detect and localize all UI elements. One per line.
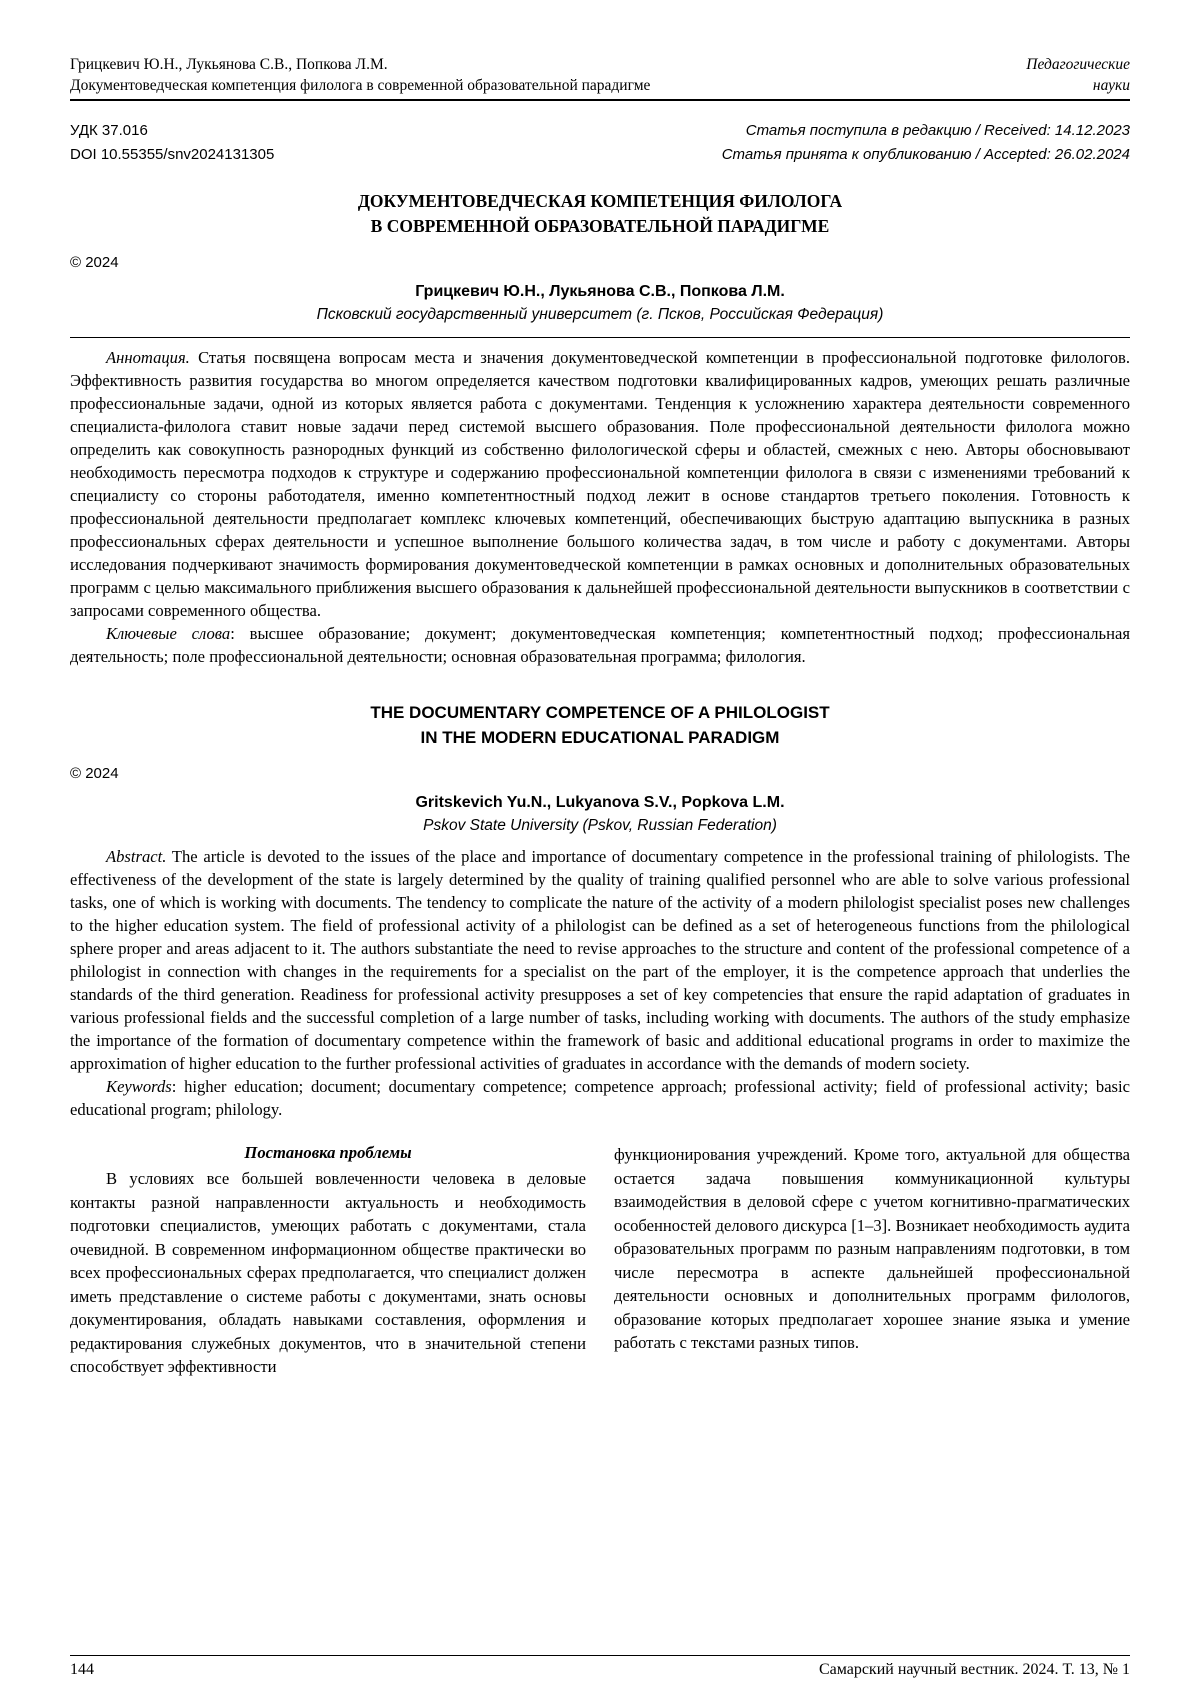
keywords-ru-text: : высшее образование; документ; документоведческая компетенция; компетентностный подход; профессиональная деятельность; поле профессиональной деятельности; основная образовательная программа; филология. xyxy=(70,624,1130,666)
running-head-left xyxy=(70,54,650,96)
abstract-ru-label: Аннотация. xyxy=(106,348,190,367)
article-title-en-line2: IN THE MODERN EDUCATIONAL PARADIGM xyxy=(420,728,780,747)
udc-code: УДК 37.016 xyxy=(70,122,148,139)
article-title-ru xyxy=(70,189,1130,239)
doi-code: DOI 10.55355/snv2024131305 xyxy=(70,146,275,163)
article-title-ru-line2: В СОВРЕМЕННОЙ ОБРАЗОВАТЕЛЬНОЙ ПАРАДИГМЕ xyxy=(370,216,830,236)
body-column-right xyxy=(614,1143,1130,1379)
authors-en: Gritskevich Yu.N., Lukyanova S.V., Popkova L.M. xyxy=(415,794,785,811)
page-number: 144 xyxy=(70,1661,94,1678)
body-column-left xyxy=(70,1143,586,1379)
body-paragraph-right: функционирования учреждений. Кроме того, актуальной для общества остается задача повышения коммуникационной культуры взаимодействия в деловой сфере с учетом когнитивно-прагматических особенностей делового дискурса [1–3]. Возникает необходимость аудита образовательных программ по разным направлениям подготовки, в том числе пересмотра в аспекте дальнейшей профессиональной деятельности основных и дополнительных программ филологов, образование которых предполагает хорошее знание языка и умение работать с текстами разных типов. xyxy=(614,1145,1130,1352)
abstract-rule xyxy=(70,337,1130,338)
abstract-ru xyxy=(70,346,1130,622)
abstract-en-text: The article is devoted to the issues of the place and importance of documentary competence in the professional training of philologists. The effectiveness of the development of the state is largely determined by the quality of training qualified personnel who are able to solve various professional tasks, one of which is working with documents. The tendency to complicate the nature of the activity of a modern philologist specialist poses new challenges to the higher education system. The field of professional activity of a philologist can be defined as a set of heterogeneous functions from the philological sphere proper and areas adjacent to it. The authors substantiate the need to revise approaches to the structure and content of the professional competence of a philologist in connection with changes in the requirements for a specialist on the part of the employer, it is the competence approach that underlies the standards of the third generation. Readiness for professional activity presupposes a set of key competencies that ensure the rapid adaptation of graduates in various professional fields and the successful completion of a large number of tasks, including working with documents. The authors of the study emphasize the importance of the formation of documentary competence within the framework of basic and additional educational programs in order to maximize the approximation of higher education to the further professional activities of graduates in accordance with the demands of modern society. xyxy=(70,847,1130,1073)
running-head xyxy=(70,54,1130,96)
keywords-en xyxy=(70,1075,1130,1121)
article-title-en xyxy=(70,700,1130,750)
keywords-en-label: Keywords xyxy=(106,1077,172,1096)
affiliation-ru: Псковский государственный университет (г. Псков, Российская Федерация) xyxy=(316,306,884,323)
running-head-section xyxy=(1026,54,1130,96)
running-article-title: Документоведческая компетенция филолога в современной образовательной парадигме xyxy=(70,77,651,94)
keywords-ru-label: Ключевые слова xyxy=(106,624,231,643)
copyright-en: © 2024 xyxy=(70,765,119,782)
body-paragraph-left: В условиях все большей вовлеченности человека в деловые контакты разной направленности актуальность и необходимость подготовки специалистов, умеющих работать с документами, стала очевидной. В современном информационном обществе практически во всех профессиональных сферах предполагается, что специалист должен иметь представление о системе работы с документами, знать основы документирования, обладать навыками составления, оформления и редактирования служебных документов, что в значительной степени способствует эффективности xyxy=(70,1169,586,1376)
keywords-en-text: : higher education; document; documentary competence; competence approach; professional activity; field of professional activity; basic educational program; philology. xyxy=(70,1077,1130,1119)
abstract-ru-text: Статья посвящена вопросам места и значения документоведческой компетенции в профессиональной подготовке филологов. Эффективность развития государства во многом определяется качеством подготовки квалифицированных кадров, умеющих решать различные профессиональные задачи, одной из которых является работа с документами. Тенденция к усложнению характера деятельности современного специалиста-филолога ставит новые задачи перед системой высшего образования. Поле профессиональной деятельности филолога можно определить как совокупность разнородных функций из собственно филологической сферы и областей, смежных с нею. Авторы обосновывают необходимость пересмотра подходов к структуре и содержанию профессиональной компетенции филолога в связи с изменениями требований к специалисту со стороны работодателя, именно компетентностный подход лежит в основе стандартов третьего поколения. Готовность к профессиональной деятельности предполагает комплекс ключевых компетенций, обеспечивающих быструю адаптацию выпускника в разных профессиональных сферах деятельности и успешное выполнение большого количества задач, в том числе и работу с документами. Авторы исследования подчеркивают значимость формирования документоведческой компетенции в рамках основных и дополнительных образовательных программ с целью максимального приближения высшего образования к дальнейшей профессиональной деятельности выпускников в соответствии с запросами современного общества. xyxy=(70,348,1130,620)
journal-reference: Самарский научный вестник. 2024. Т. 13, № 1 xyxy=(818,1661,1130,1678)
page-footer xyxy=(70,1655,1130,1679)
article-title-ru-line1: ДОКУМЕНТОВЕДЧЕСКАЯ КОМПЕТЕНЦИЯ ФИЛОЛОГА xyxy=(357,191,843,211)
footer-row xyxy=(70,1656,1130,1679)
meta-left xyxy=(70,119,274,167)
abstract-en-label: Abstract. xyxy=(106,847,167,866)
accepted-date: Статья принята к опубликованию / Accepted: 26.02.2024 xyxy=(721,146,1130,163)
article-body-columns xyxy=(70,1143,1130,1379)
header-rule xyxy=(70,99,1130,101)
keywords-ru xyxy=(70,622,1130,668)
section-heading: Постановка проблемы xyxy=(244,1143,412,1162)
article-title-en-line1: THE DOCUMENTARY COMPETENCE OF A PHILOLOGIST xyxy=(370,703,830,722)
affiliation-en: Pskov State University (Pskov, Russian Federation) xyxy=(423,817,777,834)
running-section-line1: Педагогические xyxy=(1026,56,1130,73)
copyright-ru: © 2024 xyxy=(70,254,119,271)
running-section-line2: науки xyxy=(1092,77,1130,94)
running-authors: Грицкевич Ю.Н., Лукьянова С.В., Попкова Л.М. xyxy=(70,56,388,73)
abstract-en xyxy=(70,845,1130,1075)
authors-ru: Грицкевич Ю.Н., Лукьянова С.В., Попкова Л.М. xyxy=(415,283,785,300)
meta-row xyxy=(70,119,1130,167)
received-date: Статья поступила в редакцию / Received: 14.12.2023 xyxy=(745,122,1130,139)
meta-right xyxy=(722,119,1130,167)
